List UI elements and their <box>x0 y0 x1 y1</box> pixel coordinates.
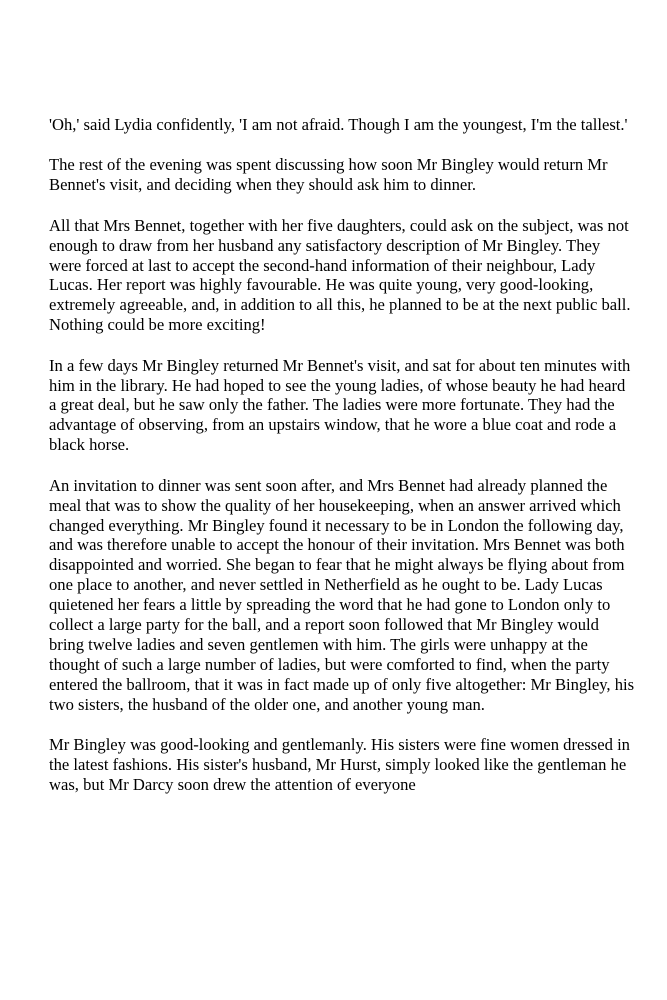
paragraph: All that Mrs Bennet, together with her five daughters, could ask on the subject, was not enough to draw from her husband any satisfactory description of Mr Bingley. They were forced at last to accept the second-hand information of their neighbour, Lady Lucas. Her report was highly favourable. He was quite young, very good-looking, extremely agreeable, and, in addition to all this, he planned to be at the next public ball. Nothing could be more exciting! <box>49 215 631 335</box>
paragraph: In a few days Mr Bingley returned Mr Bennet's visit, and sat for about ten minutes with him in the library. He had hoped to see the young ladies, of whose beauty he had heard a great deal, but he saw only the father. The ladies were more fortunate. They had the advantage of observing, from an upstairs window, that he wore a blue coat and rode a black horse. <box>49 355 631 455</box>
body-text <box>49 115 635 815</box>
paragraph: An invitation to dinner was sent soon after, and Mrs Bennet had already planned the meal that was to show the quality of her housekeeping, when an answer arrived which changed everything. Mr Bingley found it necessary to be in London the following day, and was therefore unable to accept the honour of their invitation. Mrs Bennet was both disappointed and worried. She began to fear that he might always be flying about from one place to another, and never settled in Netherfield as he ought to be. Lady Lucas quietened her fears a little by spreading the word that he had gone to London only to collect a large party for the ball, and a report soon followed that Mr Bingley would bring twelve ladies and seven gentlemen with him. The girls were unhappy at the thought of such a large number of ladies, but were comforted to find, when the party entered the ballroom, that it was in fact made up of only five altogether: Mr Bingley, his two sisters, the husband of the older one, and another young man. <box>49 475 635 714</box>
paragraph: The rest of the evening was spent discussing how soon Mr Bingley would return Mr Bennet's visit, and deciding when they should ask him to dinner. <box>49 155 608 195</box>
paragraph: 'Oh,' said Lydia confidently, 'I am not afraid. Though I am the youngest, I'm the tallest.' <box>49 115 628 134</box>
paragraph: Mr Bingley was good-looking and gentlemanly. His sisters were fine women dressed in the latest fashions. His sister's husband, Mr Hurst, simply looked like the gentleman he was, but Mr Darcy soon drew the attention of everyone <box>49 735 630 794</box>
